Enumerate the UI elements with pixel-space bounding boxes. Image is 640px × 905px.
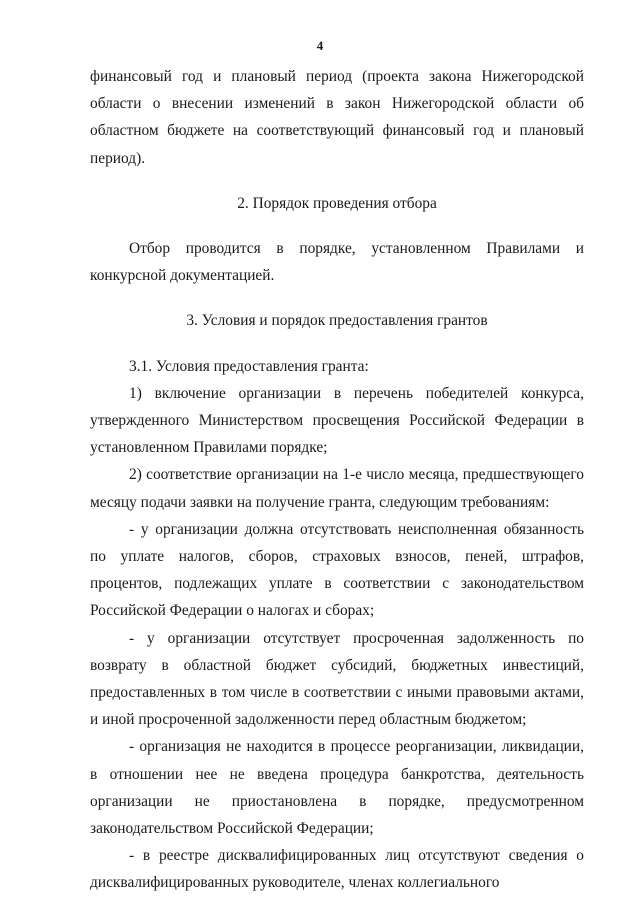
page-number: 4 <box>316 38 324 53</box>
requirement-item-debt: - у организации отсутствует просроченная задолженность по возврату в областной бюджет субсидий, бюджетных инвестиций, предоставленных в том числе в соответствии с иными правовыми актами, и иной просроченной задолженности перед областным бюджетом; <box>90 629 584 729</box>
paragraph-selection-procedure: Отбор проводится в порядке, установленном Правилами и конкурсной документацией. <box>90 240 584 285</box>
requirement-item-taxes: - у организации должна отсутствовать неисполненная обязанность по уплате налогов, сборов, страховых взносов, пеней, штрафов, процентов, подлежащих уплате в соответствии с законодательством Российской Федерации о налогах и сборах; <box>90 520 584 620</box>
document-body <box>90 63 584 897</box>
requirement-item-reorganization: - организация не находится в процессе реорганизации, ликвидации, в отношении нее не введена процедура банкротства, деятельность организации не приостановлена в порядке, предусмотренном законодательством Российской Федерации; <box>90 738 584 838</box>
paragraph-3-1: 3.1. Условия предоставления гранта: <box>129 357 369 375</box>
list-item-2: 2) соответствие организации на 1-е число месяца, предшествующего месяцу подачи заявки на получение гранта, следующим требованиям: <box>90 466 584 511</box>
paragraph-continuation: финансовый год и плановый период (проекта закона Нижегородской области о внесении изменений в закон Нижегородской области об областном бюджете на соответствующий финансовый год и плановый период). <box>90 68 584 167</box>
section-heading-3: 3. Условия и порядок предоставления грантов <box>186 312 488 330</box>
section-heading-2: 2. Порядок проведения отбора <box>237 194 437 212</box>
spacer <box>90 335 584 353</box>
requirement-item-disqualified: - в реестре дисквалифицированных лиц отсутствуют сведения о дисквалифицированных руководителе, членах коллегиального <box>90 847 584 892</box>
spacer <box>90 217 584 235</box>
spacer <box>90 172 584 190</box>
list-item-1: 1) включение организации в перечень победителей конкурса, утвержденного Министерством просвещения Российской Федерации в установленном Правилами порядке; <box>90 384 584 457</box>
spacer <box>90 289 584 307</box>
